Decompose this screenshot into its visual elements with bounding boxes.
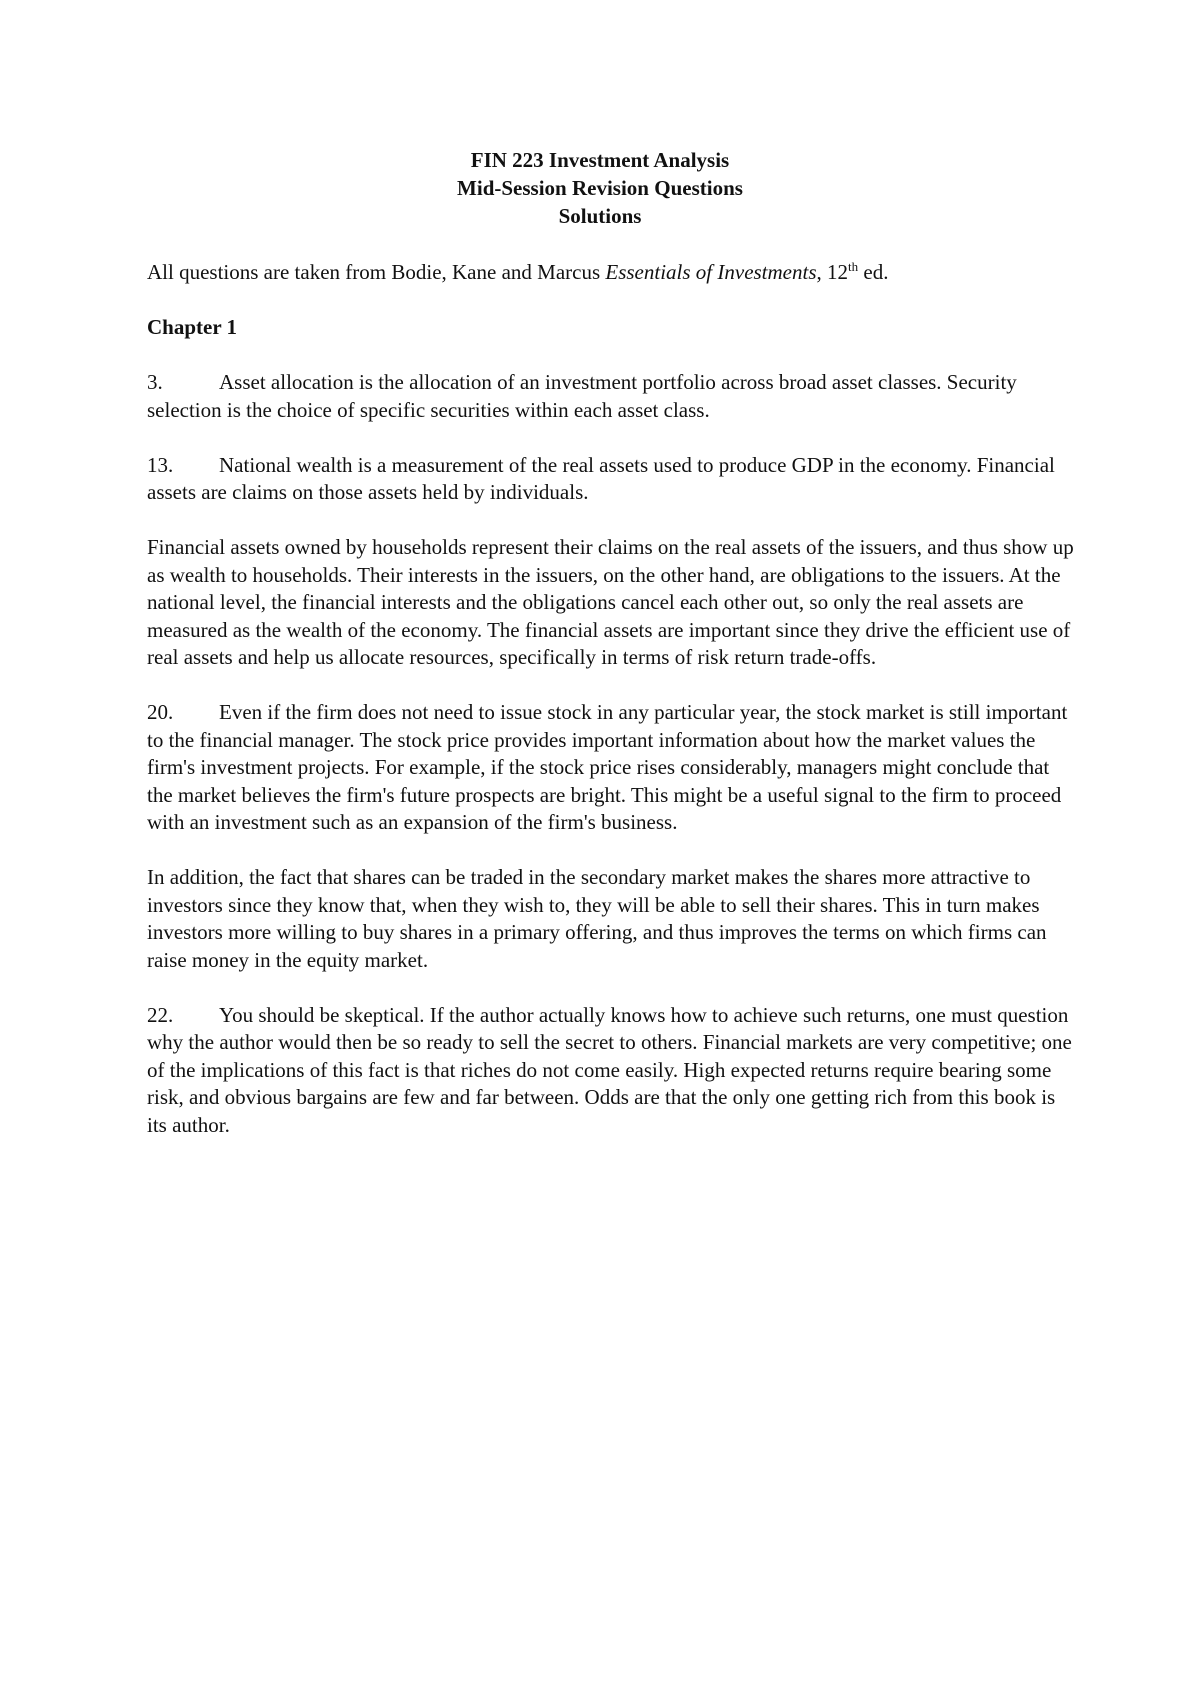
solutions-heading: Solutions [558,204,642,228]
intro-suffix: ed. [858,260,889,284]
edition-superscript: th [848,259,859,274]
document-title-block [0,146,1200,230]
intro-paragraph [147,259,1077,287]
question-number: 22. [147,1002,174,1027]
answer-text: You should be skeptical. If the author actually knows how to achieve such returns, one must question why the author would then be so ready to sell the secret to others. Financial markets are very competitive; one of the implications of this fact is that riches do not come easily. High expected returns require bearing some risk, and obvious bargains are few and far between. Odds are that the only one getting rich from this book is its author. [147,1002,1072,1137]
course-title: FIN 223 Investment Analysis [470,148,730,172]
document-subtitle: Mid-Session Revision Questions [457,176,743,200]
question-number: 13. [147,452,174,477]
chapter-heading: Chapter 1 [147,315,238,339]
answer-paragraph [147,369,1077,424]
answer-continuation-paragraph: In addition, the fact that shares can be traded in the secondary market makes the shares more attractive to investors since they know that, when they wish to, they will be able to sell their shares. This in turn makes investors more willing to buy shares in a primary offering, and thus improves the terms on which firms can raise money in the equity market. [147,865,1047,972]
answer-paragraph [147,452,1077,507]
intro-prefix: All questions are taken from Bodie, Kane and Marcus [147,260,606,284]
answer-continuation-paragraph: Financial assets owned by households represent their claims on the real assets of the issuers, and thus show up as wealth to households. Their interests in the issuers, on the other hand, are obligations to the issuers. At the national level, the financial interests and the obligations cancel each other out, so only the real assets are measured as the wealth of the economy. The financial assets are important since they drive the efficient use of real assets and help us allocate resources, specifically in terms of risk return trade-offs. [147,535,1074,669]
document-body [147,259,1077,1167]
answer-text: Even if the firm does not need to issue stock in any particular year, the stock market is still important to the financial manager. The stock price provides important information about how the market values the firm's investment projects. For example, if the stock price rises considerably, managers might conclude that the market believes the firm's future prospects are bright. This might be a useful signal to the firm to proceed with an investment such as an expansion of the firm's business. [147,700,1068,834]
question-number: 3. [147,370,163,394]
question-number: 20. [147,700,174,724]
answer-paragraph [147,1002,1077,1140]
answer-paragraph [147,699,1077,837]
answer-text: Asset allocation is the allocation of an investment portfolio across broad asset classes. Security selection is the choice of specific securities within each asset class. [147,370,1017,422]
book-title: Essentials of Investments [605,260,817,284]
answer-text: National wealth is a measurement of the real assets used to produce GDP in the economy. Financial assets are claims on those assets held by individuals. [147,452,1055,504]
intro-edition-number: , 12 [816,260,849,284]
